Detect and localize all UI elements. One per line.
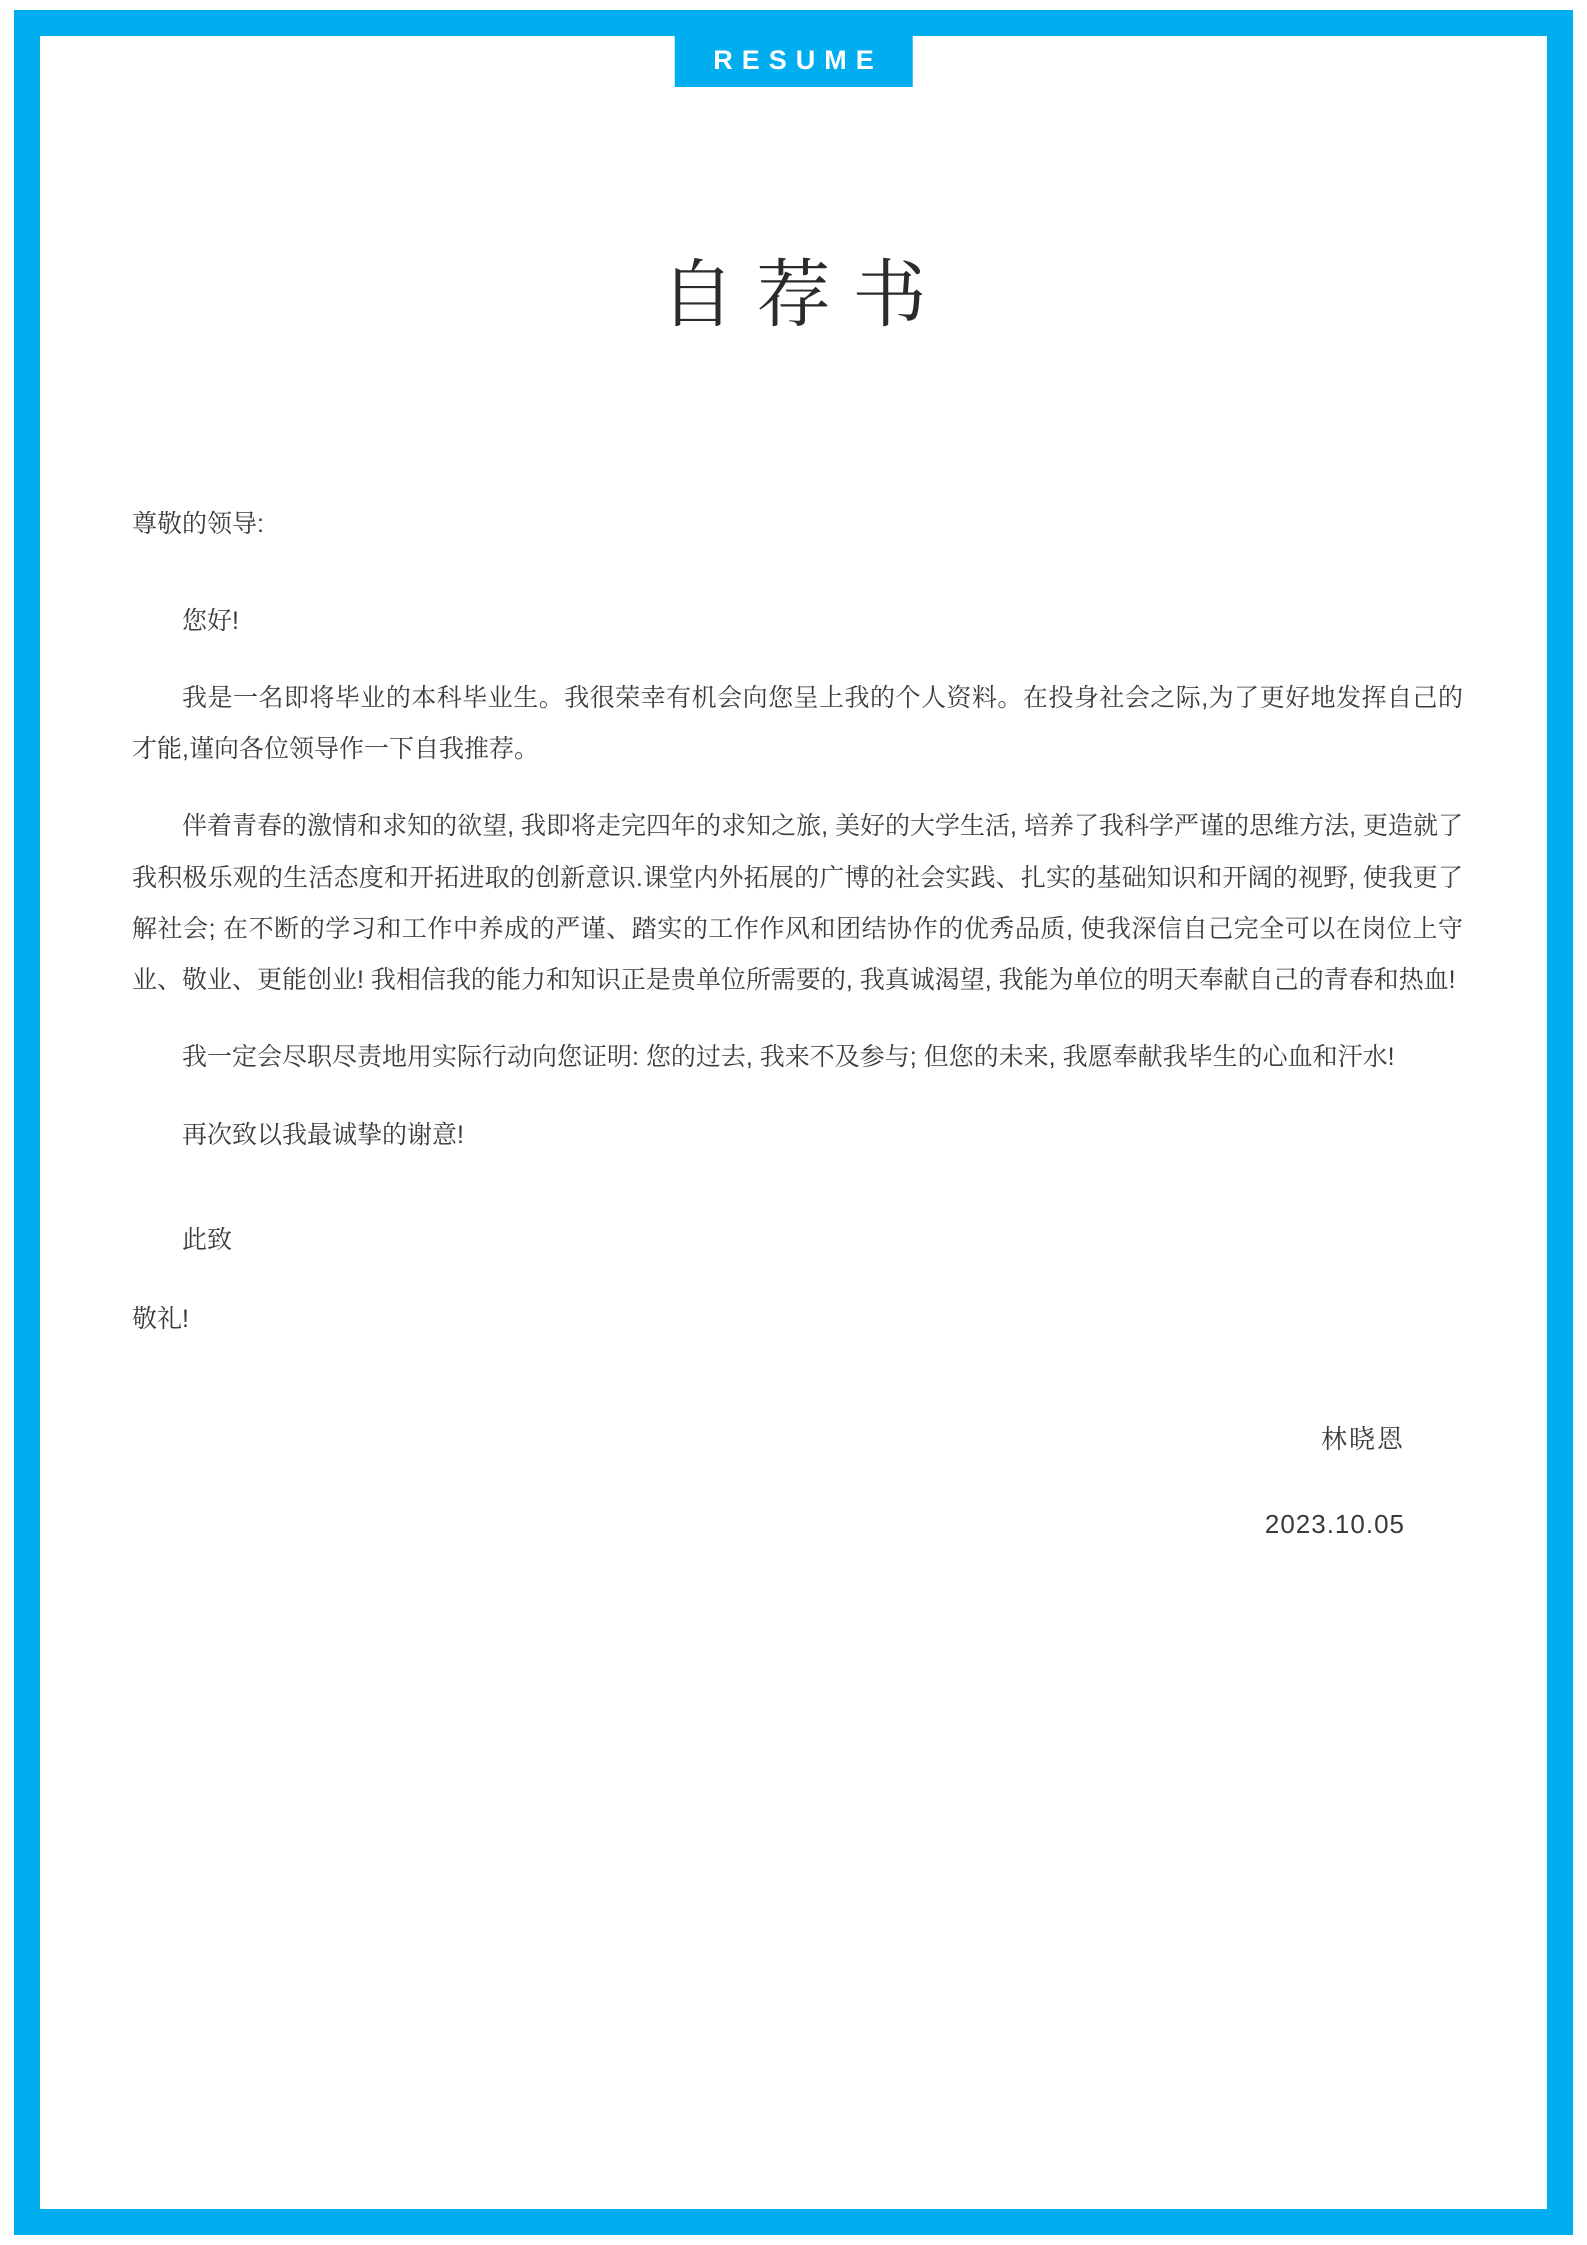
paragraph-greeting: 您好! — [182, 606, 239, 635]
spacer — [132, 1266, 1463, 1294]
signature-name: 林晓恩 — [1320, 1424, 1405, 1455]
resume-tab-label: RESUME — [674, 36, 913, 87]
paragraph-introduction: 我是一名即将毕业的本科毕业生。我很荣幸有机会向您呈上我的个人资料。在投身社会之际,为了更好地发挥自己的才能,谨向各位领导作一下自我推荐。 — [132, 683, 1463, 763]
salutation: 尊敬的领导: — [132, 510, 264, 538]
paragraph-experience: 伴着青春的激情和求知的欲望, 我即将走完四年的求知之旅, 美好的大学生活, 培养了我科学严谨的思维方法, 更造就了我积极乐观的生活态度和开拓进取的创新意识.课堂内外拓展的广博的社会实践、扎实的基础知识和开阔的视野, 使我更了解社会; 在不断的学习和工作中养成的严谨、踏实的工作作风和团结协作的优秀品质, 使我深信自己完全可以在岗位上守业、敬业、更能创业! 我相信我的能力和知识正是贵单位所需要的, 我真诚渴望, 我能为单位的明天奉献自己的青春和热血! — [132, 812, 1463, 994]
signature-block — [132, 1421, 1463, 1542]
signature-date: 2023.10.05 — [1264, 1508, 1405, 1539]
closing-jing-li: 敬礼! — [132, 1305, 189, 1333]
document-sheet — [52, 36, 1535, 2209]
page-title: 自荐书 — [660, 255, 949, 337]
letter-body — [132, 506, 1463, 1542]
spacer — [132, 1187, 1463, 1215]
paragraph-thanks: 再次致以我最诚挚的谢意! — [182, 1120, 464, 1149]
paragraph-commitment: 我一定会尽职尽责地用实际行动向您证明: 您的过去, 我来不及参与; 但您的未来, 我愿奉献我毕生的心血和汗水! — [182, 1043, 1395, 1072]
closing-ci-zhi: 此致 — [182, 1225, 233, 1254]
